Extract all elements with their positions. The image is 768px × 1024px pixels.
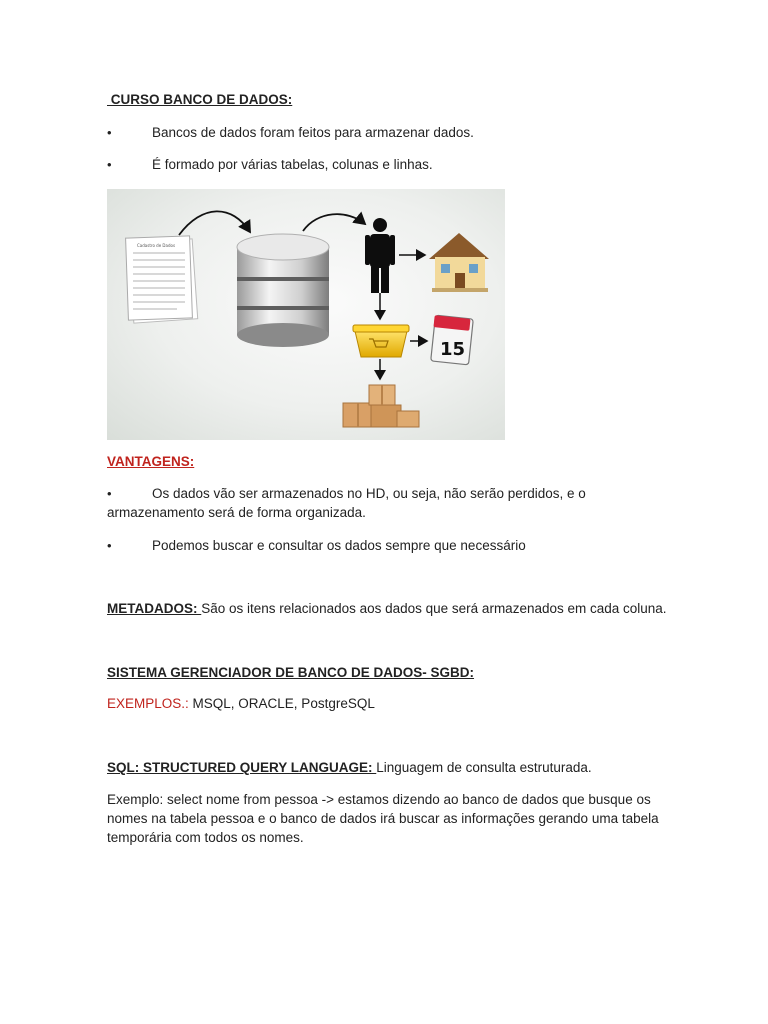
sql-example-line-2: nomes na tabela pessoa e o banco de dados irá buscar as informações gerando uma tabela [107,811,659,826]
vantagens-item-2: Podemos buscar e consultar os dados sempre que necessário [152,538,526,553]
form-title-text: Cadastro de Dados [137,243,176,248]
vantagens-item-1-line-1: Os dados vão ser armazenados no HD, ou seja, não serão perdidos, e o [152,486,586,501]
bullet-marker: • [107,538,112,553]
sgbd-heading: SISTEMA GERENCIADOR DE BANCO DE DADOS- SGBD: [107,665,475,680]
bullet-marker: • [107,486,112,501]
sql-paragraph [107,760,592,775]
metadados-label: METADADOS: [107,601,202,616]
examples-text: MSQL, ORACLE, PostgreSQL [188,696,375,711]
examples-label: EXEMPLOS.: [107,696,189,711]
bullet-marker: • [107,125,112,140]
sql-example-line-1: Exemplo: select nome from pessoa -> estamos dizendo ao banco de dados que busque os [107,792,651,807]
sgbd-examples [107,696,375,711]
intro-bullet-1: Bancos de dados foram feitos para armazenar dados. [152,125,474,140]
sql-text: Linguagem de consulta estruturada. [376,760,592,775]
arrow-database-to-person [303,214,365,231]
form-document-icon [126,236,198,323]
page-title: CURSO BANCO DE DADOS: [107,92,293,107]
arrow-form-to-database [179,211,250,235]
vantagens-heading: VANTAGENS: [107,454,195,469]
house-icon [429,233,489,292]
boxes-icon [343,385,419,427]
database-illustration [107,189,505,440]
calendar-day-text: 15 [440,339,466,360]
database-icon [237,234,329,347]
person-icon [365,218,395,293]
vantagens-item-1-line-2: armazenamento será de forma organizada. [107,505,366,520]
metadados-text: São os itens relacionados aos dados que será armazenados em cada coluna. [201,601,667,616]
sql-example-line-3: temporária com todos os nomes. [107,830,304,845]
calendar-icon [431,315,474,365]
sql-label: SQL: STRUCTURED QUERY LANGUAGE: [107,760,377,775]
bullet-marker: • [107,157,112,172]
shopping-basket-icon [353,325,409,357]
intro-bullet-2: É formado por várias tabelas, colunas e linhas. [152,157,433,172]
metadados-paragraph [107,601,667,616]
